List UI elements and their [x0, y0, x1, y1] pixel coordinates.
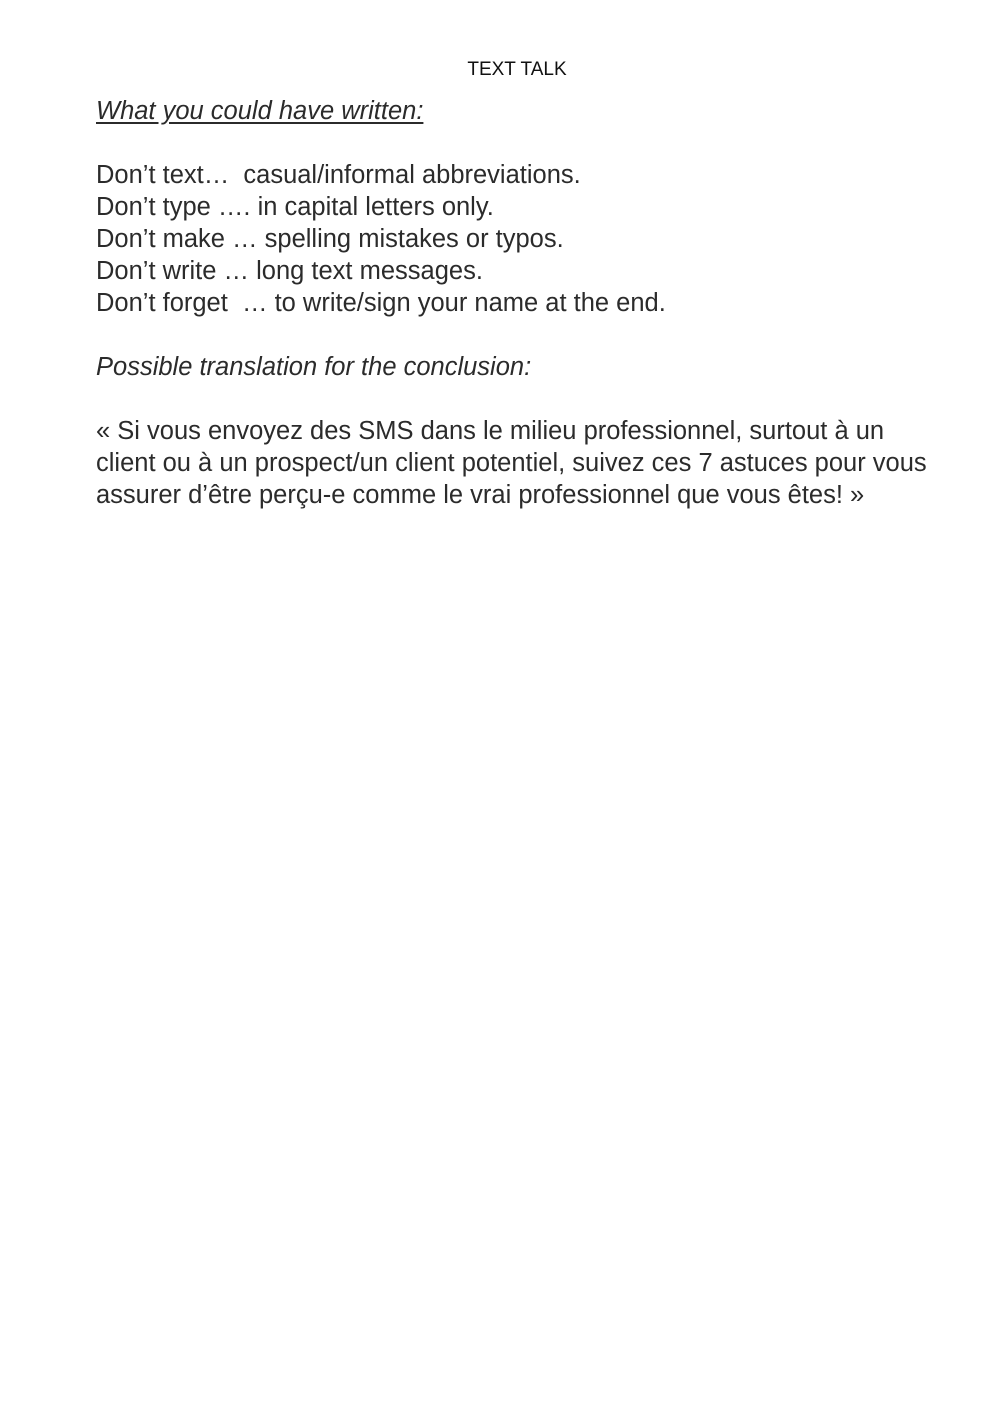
conclusion-paragraph: « Si vous envoyez des SMS dans le milieu professionnel, surtout à un client ou à un prospect/un client potentiel, suivez ces 7 astuces pour vous assurer d’être perçu-e comme le vrai professionnel que vous êtes! »: [96, 417, 927, 509]
spacer: [96, 383, 936, 415]
rules-list: [96, 159, 936, 319]
rule-item: Don’t write … long text messages.: [96, 257, 483, 285]
rule-item: Don’t forget … to write/sign your name at the end.: [96, 289, 666, 317]
document-body: [96, 95, 936, 511]
rule-item: Don’t text… casual/informal abbreviations.: [96, 161, 581, 189]
rule-item: Don’t make … spelling mistakes or typos.: [96, 225, 564, 253]
document-title: TEXT TALK: [467, 59, 567, 80]
section-heading-translation: Possible translation for the conclusion:: [96, 353, 532, 381]
section-heading-written: What you could have written:: [96, 97, 424, 125]
rule-item: Don’t type …. in capital letters only.: [96, 193, 494, 221]
spacer: [96, 319, 936, 351]
